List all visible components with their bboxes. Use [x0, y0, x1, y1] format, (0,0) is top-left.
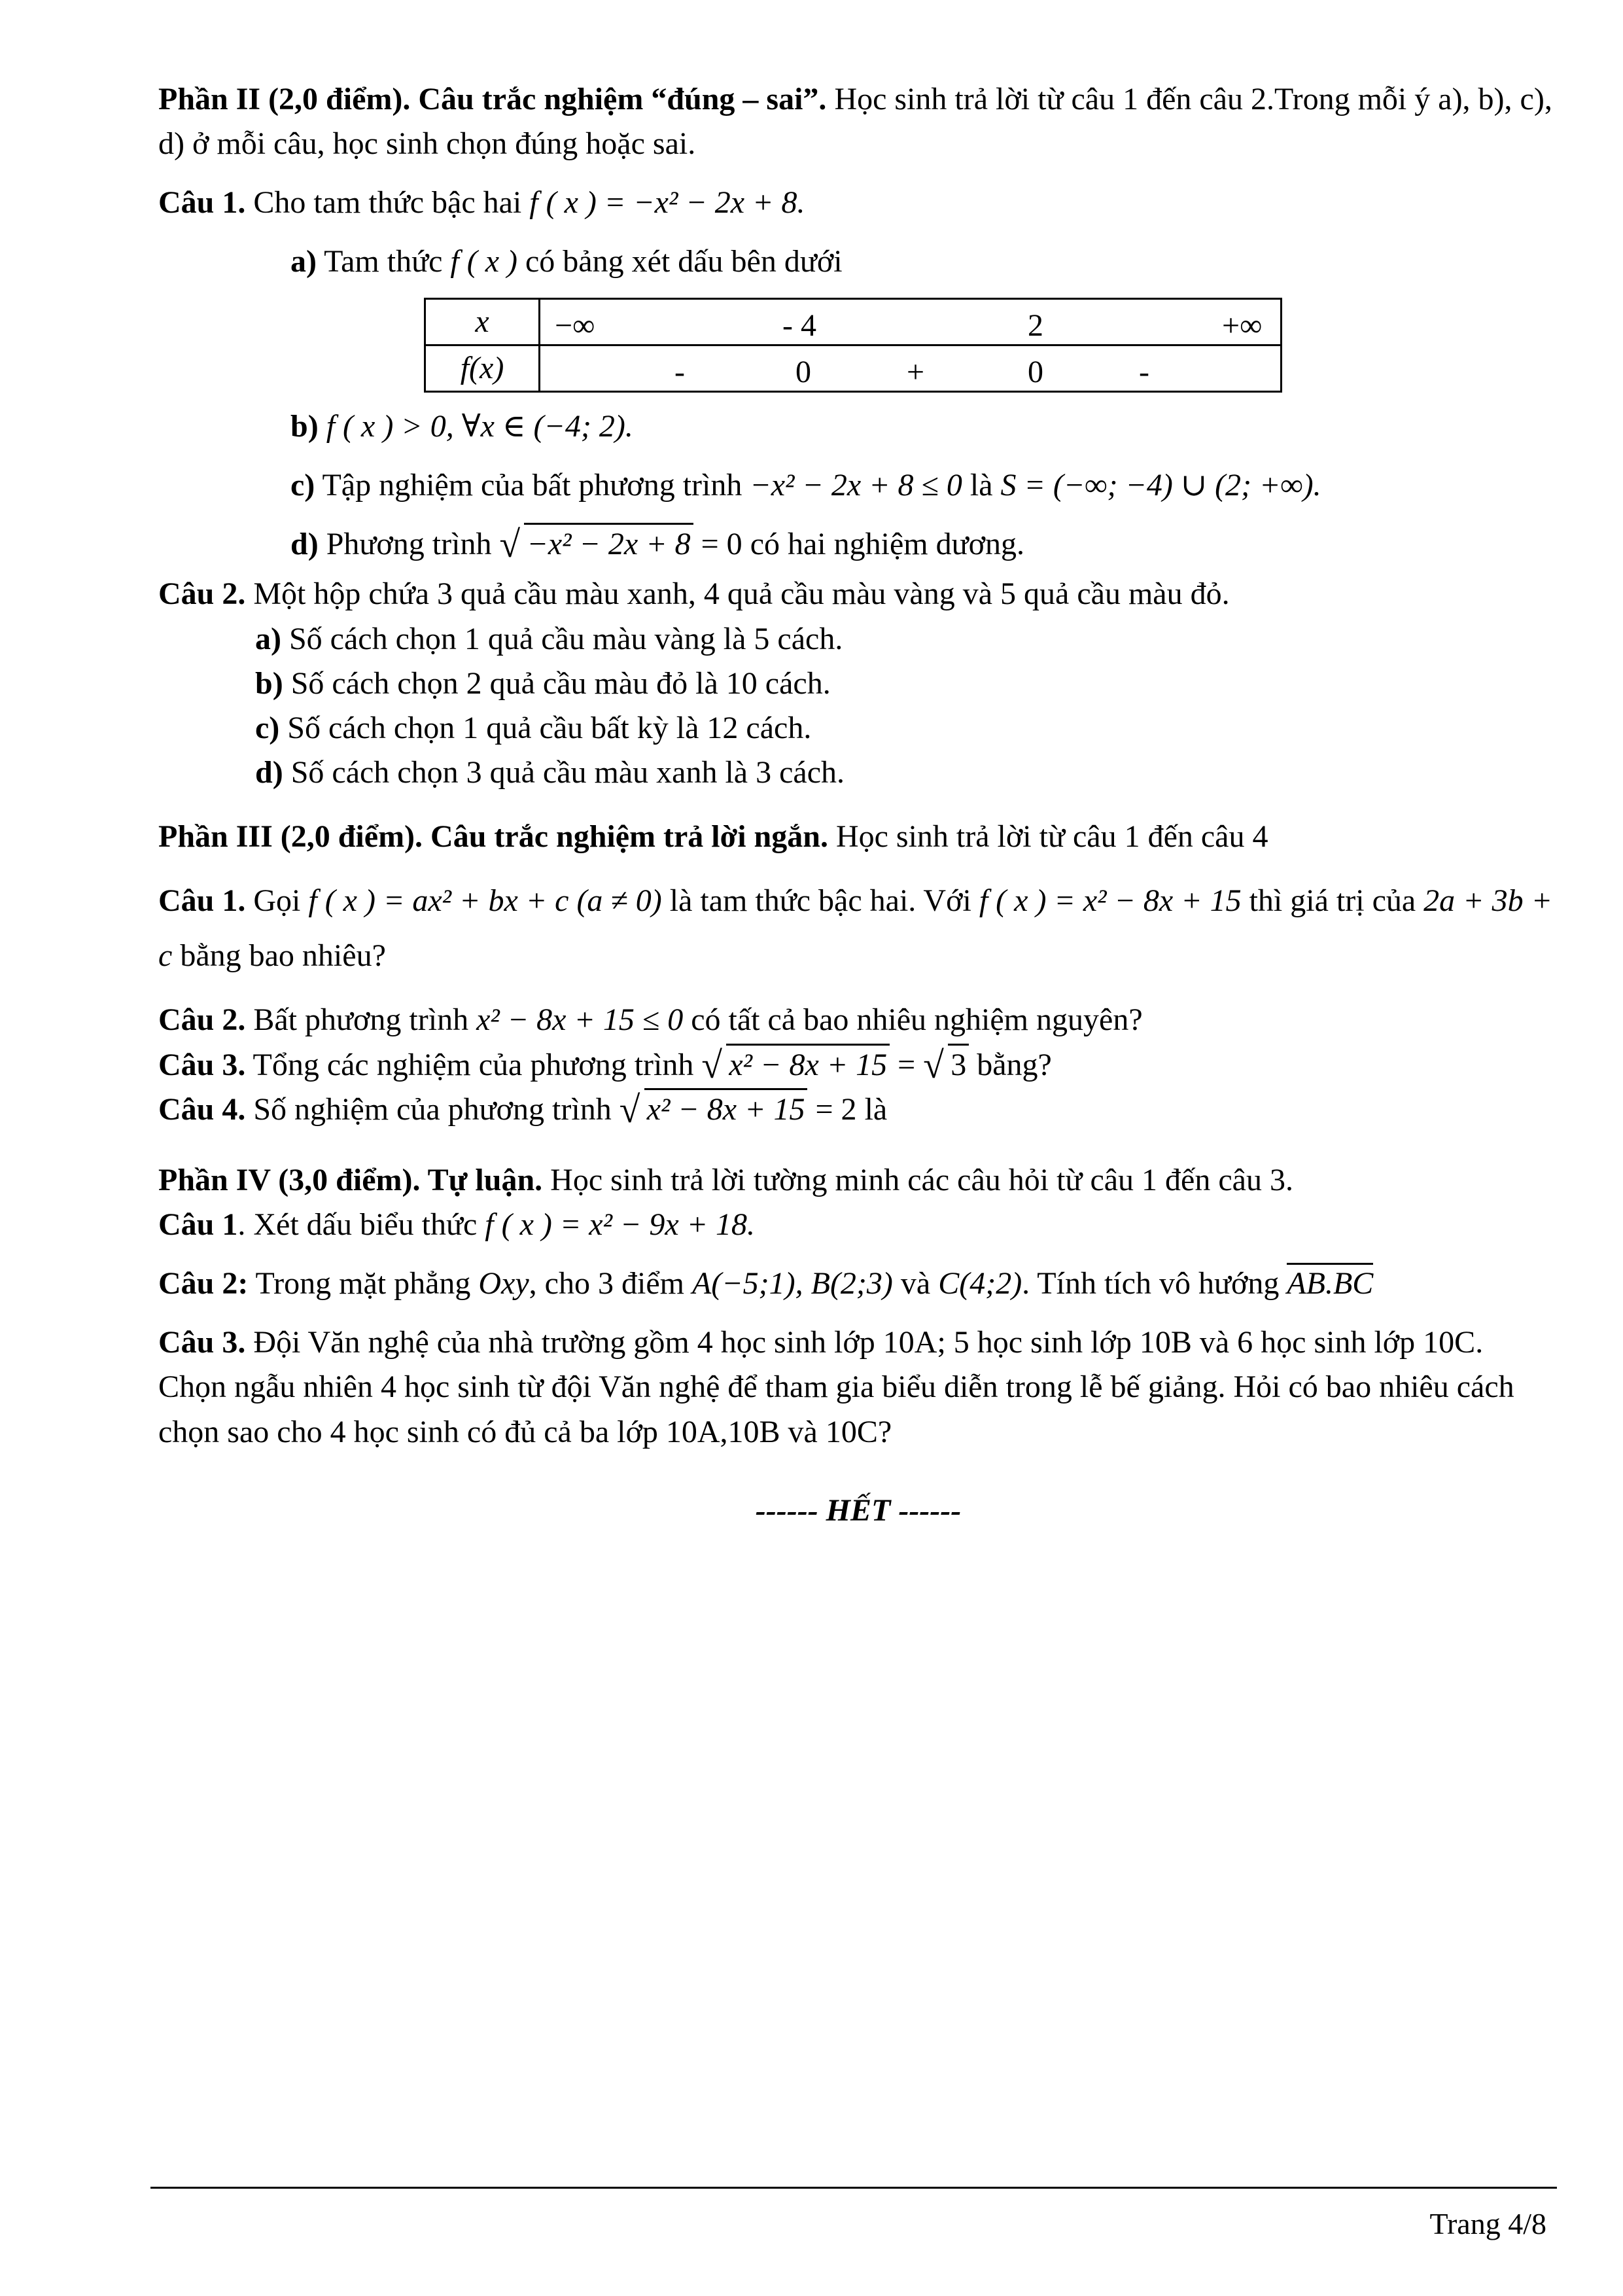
formula: = 2 [815, 1091, 857, 1127]
sign-table-cell: +∞ [1222, 308, 1263, 343]
radicand: x² − 8x + 15 [644, 1088, 808, 1129]
formula: f ( x ) = x² − 8x + 15 [979, 883, 1242, 919]
radical-sign: √ [619, 1089, 640, 1131]
sign-table-cell: −∞ [555, 308, 595, 343]
item-text: Số cách chọn 3 quả cầu màu xanh là 3 cách. [290, 755, 845, 790]
item-label: a) [290, 244, 317, 279]
part2-instruction: Học sinh trả lời từ câu 1 đến câu 2.Trong mỗi ý a), b), c), d) ở mỗi câu, học sinh chọn đúng hoặc sai. [158, 82, 1552, 162]
sign-table-label-x: x [425, 298, 540, 345]
page-number: Trang 4/8 [1429, 2207, 1546, 2240]
formula: C(4;2) [938, 1266, 1022, 1301]
part2-q2-item [158, 617, 1558, 662]
exam-page [158, 77, 1558, 1533]
part2-q2-item [158, 751, 1558, 795]
item-text: Số cách chọn 2 quả cầu màu đỏ là 10 cách. [290, 665, 831, 701]
item-text: là [969, 468, 993, 503]
radical-sign: √ [923, 1044, 944, 1086]
item-label: c) [290, 468, 315, 503]
sign-table-cell: + [907, 354, 925, 389]
item-label: b) [255, 665, 283, 701]
sign-table-fx-values [540, 345, 1282, 391]
question-label: Câu 2. [158, 576, 246, 612]
part3-q4 [158, 1087, 1558, 1132]
item-label: d) [290, 527, 319, 562]
item-label: d) [255, 755, 283, 790]
formula: Oxy [478, 1266, 529, 1301]
sign-table-cell: 0 [795, 354, 811, 389]
question-label: Câu 2: [158, 1266, 249, 1301]
sign-table-cell: - 4 [782, 308, 816, 343]
item-text: Số cách chọn 1 quả cầu màu vàng là 5 cách. [288, 621, 843, 656]
radical-sign: √ [499, 524, 521, 566]
question-text: Tổng các nghiệm của phương trình [253, 1047, 694, 1082]
question-text: Đội Văn nghệ của nhà trường gồm 4 học sinh lớp 10A; 5 học sinh lớp 10B và 6 học sinh lớp 10C. Chọn ngẫu nhiên 4 học sinh từ đội Văn nghệ để tham gia biểu diễn trong lễ bế giảng. Hỏi có bao nhiêu cách chọn sao cho 4 học sinh có đủ cả ba lớp 10A,10B và 10C? [158, 1325, 1514, 1449]
part2-q1-a [158, 239, 1558, 284]
question-label: Câu 2. [158, 1002, 246, 1038]
question-text: và [900, 1266, 931, 1301]
question-text: Số nghiệm của phương trình [253, 1091, 612, 1127]
formula: = 0 [701, 527, 742, 562]
formula: f ( x ) = −x² − 2x + 8. [529, 185, 805, 221]
part2-q1-b [158, 404, 1558, 449]
sign-table [424, 298, 1282, 393]
formula: S = (−∞; −4) ∪ (2; +∞). [1000, 468, 1321, 503]
question-text: Cho tam thức bậc hai [253, 185, 522, 221]
part2-q2 [158, 572, 1558, 616]
part2-q1 [158, 181, 1558, 225]
formula: 2a + 3b + c [158, 883, 1552, 974]
part4-q1 [158, 1203, 1558, 1247]
formula: f ( x ) > 0, ∀x ∈ (−4; 2). [326, 408, 633, 444]
question-label: Câu 1 [158, 1207, 238, 1242]
part4-q2 [158, 1262, 1558, 1306]
formula: = [898, 1047, 916, 1082]
question-text: , cho 3 điểm [529, 1266, 684, 1301]
sign-table-cell: 2 [1028, 308, 1043, 343]
question-text: Trong mặt phẳng [255, 1266, 471, 1301]
question-text: bằng? [977, 1047, 1052, 1082]
sign-table-row-fx [425, 345, 1282, 391]
question-text: có tất cả bao nhiêu nghiệm nguyên? [691, 1002, 1143, 1038]
formula: f ( x ) [450, 244, 517, 279]
sqrt-expression [620, 1087, 808, 1132]
sign-table-x-values [540, 298, 1282, 345]
item-text: Phương trình [326, 527, 492, 562]
formula: −x² − 2x + 8 ≤ 0 [750, 468, 962, 503]
item-label: a) [255, 621, 281, 656]
sign-table-cell: - [674, 354, 685, 389]
part3-heading: Phần III (2,0 điểm). Câu trắc nghiệm trả lời ngắn. [158, 819, 828, 855]
question-label: Câu 3. [158, 1325, 246, 1360]
question-label: Câu 1. [158, 883, 246, 919]
sqrt-expression [701, 1043, 890, 1087]
formula: f ( x ) = x² − 9x + 18. [485, 1207, 756, 1242]
radical-sign: √ [701, 1044, 722, 1086]
part3-intro [158, 815, 1558, 859]
part4-q3 [158, 1320, 1558, 1454]
sign-table-cell: 0 [1028, 354, 1043, 389]
question-label: Câu 3. [158, 1047, 246, 1082]
part2-q2-item [158, 662, 1558, 706]
question-text: Bất phương trình [253, 1002, 469, 1038]
item-text: Số cách chọn 1 quả cầu bất kỳ là 12 cách. [287, 710, 812, 745]
question-text: bằng bao nhiêu? [180, 938, 386, 974]
sign-table-cell: - [1139, 354, 1149, 389]
radicand: −x² − 2x + 8 [524, 523, 693, 564]
item-label: c) [255, 710, 280, 745]
item-text: Tam thức [324, 244, 443, 279]
item-text: Tập nghiệm của bất phương trình [322, 468, 742, 503]
part2-intro [158, 77, 1558, 166]
sign-table-row-x [425, 298, 1282, 345]
part2-q2-item [158, 706, 1558, 751]
question-text: . Tính tích vô hướng [1022, 1266, 1280, 1301]
radicand: x² − 8x + 15 [726, 1044, 890, 1085]
question-text: là [864, 1091, 888, 1127]
formula: A(−5;1), B(2;3) [691, 1266, 893, 1301]
part3-instruction: Học sinh trả lời từ câu 1 đến câu 4 [835, 819, 1268, 855]
part3-q3 [158, 1043, 1558, 1087]
part4-heading: Phần IV (3,0 điểm). Tự luận. [158, 1162, 543, 1197]
part3-q1 [158, 874, 1558, 983]
formula: f ( x ) = ax² + bx + c (a ≠ 0) [308, 883, 662, 919]
question-label: Câu 1. [158, 185, 246, 221]
radicand: 3 [948, 1044, 969, 1085]
sqrt-expression [923, 1043, 969, 1087]
item-text: có bảng xét dấu bên dưới [525, 244, 843, 279]
part4-instruction: Học sinh trả lời tường minh các câu hỏi từ câu 1 đến câu 3. [550, 1162, 1293, 1197]
part2-heading: Phần II (2,0 điểm). Câu trắc nghiệm “đúng – sai”. [158, 82, 827, 116]
sign-table-label-fx: f(x) [425, 345, 540, 391]
question-text: là tam thức bậc hai. Với [669, 883, 971, 919]
end-marker: ------ HẾT ------ [755, 1492, 962, 1528]
part3-q2 [158, 998, 1558, 1042]
question-text: . Xét dấu biểu thức [237, 1207, 478, 1242]
footer-divider [150, 2187, 1557, 2189]
item-label: b) [290, 408, 319, 444]
question-text: Gọi [253, 883, 301, 919]
question-text: thì giá trị của [1249, 883, 1416, 919]
sqrt-expression [499, 522, 693, 567]
part4-intro [158, 1158, 1558, 1203]
part2-q1-c [158, 463, 1558, 508]
question-label: Câu 4. [158, 1091, 246, 1127]
question-text: Một hộp chứa 3 quả cầu màu xanh, 4 quả cầu màu vàng và 5 quả cầu màu đỏ. [253, 576, 1230, 612]
item-text: có hai nghiệm dương. [750, 527, 1025, 562]
vector-product: AB.BC [1287, 1263, 1373, 1303]
formula: x² − 8x + 15 ≤ 0 [476, 1002, 684, 1038]
part2-q1-d [158, 522, 1558, 567]
